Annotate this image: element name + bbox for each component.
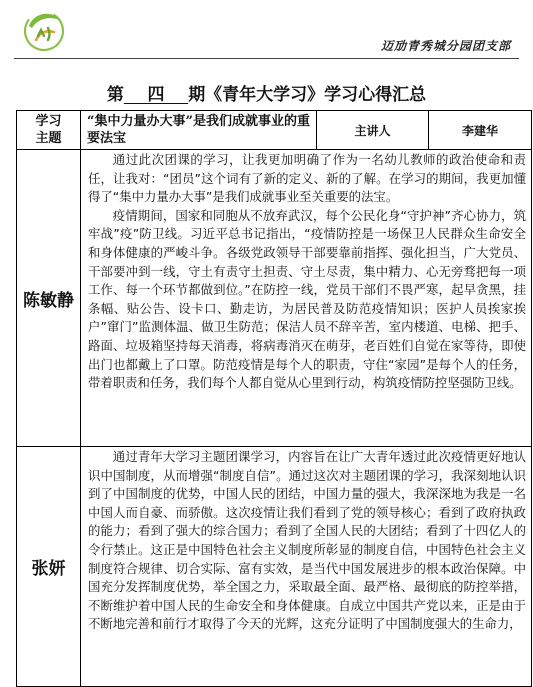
- entry-name: 张妍: [17, 447, 81, 687]
- theme-label-cell: [17, 111, 81, 150]
- title-issue: 四: [147, 85, 165, 105]
- table-row: [17, 150, 532, 447]
- speaker-label: 主讲人: [317, 111, 429, 150]
- org-name: 迈劢青秀城分园团支部: [380, 39, 511, 53]
- page-header: [0, 0, 533, 64]
- table-row: [17, 447, 532, 687]
- entry-name: 陈敏静: [17, 150, 81, 447]
- page-title: [0, 80, 533, 105]
- title-suffix: 期《青年大学习》学习心得汇总: [188, 85, 427, 105]
- header-divider: [14, 58, 519, 59]
- theme-label: 学习主题: [35, 114, 62, 146]
- title-prefix: 第: [106, 85, 124, 105]
- title-issue-blank: [124, 80, 188, 105]
- entry-content: [81, 447, 532, 687]
- entry-content: [81, 150, 532, 447]
- entry-paragraph: 疫情期间，国家和同胞从不放弃武汉，每个公民化身“守护神”齐心协力，筑牢战”疫”防卫线。习近平总书记指出，“疫情防控是一场保卫人民群众生命安全和身体健康的严峻斗争。各级党政领导干部要靠前指挥、强化担当，广大党员、干部要冲到一线，守土有责守土担责、守土尽责，集中精力、心无旁骛把每一项工作、每一个环节都做到位。”在防控一线，党员干部们不畏严寒，起早贪黑，挂条幅、贴公告、设卡口、勤走访，为居民普及防范疫情知识；医护人员挨家挨户”窜门”监测体温、做卫生防范；保洁人员不辞辛苦，室内楼道、电梯、把手、路面、垃圾箱坚持每天消毒，将病毒消灭在萌芽，老百姓们自觉在家等待，即使出门也都戴上了口罩。防范疫情是每个人的职责，守住“家园”是每个人的任务，带着职责和任务，我们每个人都自觉从心里到行动，构筑疫情防控坚强防卫线。: [88, 207, 526, 391]
- theme-value: “集中力量办大事”是我们成就事业的重要法宝: [81, 111, 317, 150]
- summary-table: [16, 110, 532, 687]
- entry-paragraph: 通过此次团课的学习，让我更加明确了作为一名幼儿教师的政治使命和责任，让我对：“团员”这个词有了新的定义、新的了解。在学习的期间，我更加懂得了“集中力量办大事”是我们成就事业至关重要的法宝。: [88, 152, 526, 205]
- speaker-value: 李建华: [429, 111, 532, 150]
- youth-logo-icon: [20, 6, 68, 54]
- header-row: [17, 111, 532, 150]
- entry-paragraph: 通过青年大学习主题团课学习，内容旨在让广大青年透过此次疫情更好地认识中国制度，从而增强“制度自信”。通过这次对主题团课的学习，我深刻地认识到了中国制度的优势，中国人民的团结，中国力量的强大，我深深地为我是一名中国人而自豪、而骄傲。这次疫情让我们看到了党的领导核心；看到了政府执政的能力；看到了强大的综合国力；看到了全国人民的大团结；看到了十四亿人的令行禁止。这正是中国特色社会主义制度所彰显的制度自信，中国特色社会主义制度符合规律、切合实际、富有实效，是当代中国发展进步的根本政治保障。中国充分发挥制度优势，举全国之力，采取最全面、最严格、最彻底的防控举措，不断维护着中国人民的生命安全和身体健康。自成立中国共产党以来，正是由于不断地完善和前行才取得了今天的光辉，这充分证明了中国制度强大的生命力，: [88, 449, 526, 632]
